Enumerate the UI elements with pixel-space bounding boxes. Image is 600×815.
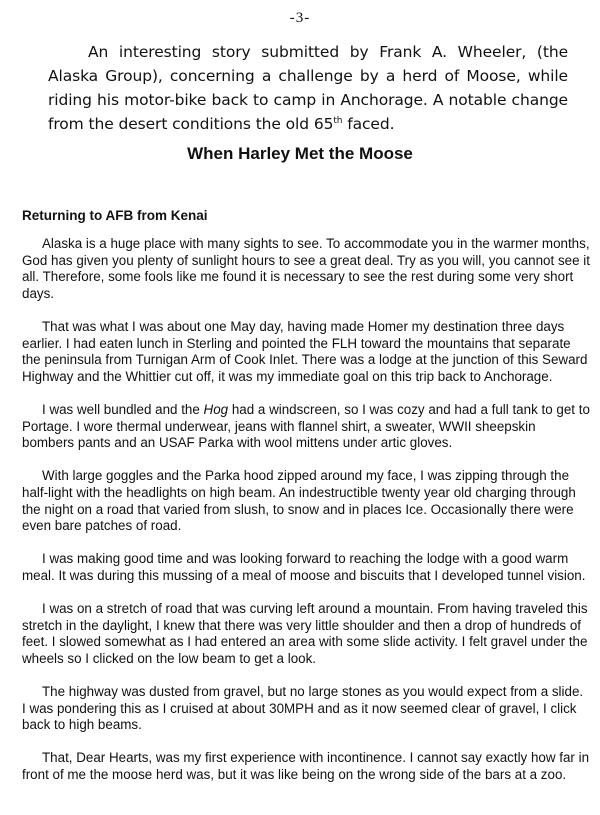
- paragraph-3-italic: Hog: [203, 401, 229, 417]
- story-body: [22, 236, 590, 784]
- story-headline: When Harley Met the Moose: [187, 144, 413, 163]
- paragraph-8: That, Dear Hearts, was my first experience with incontinence. I cannot say exactly how far in front of me the moose herd was, but it was like being on the wrong side of the bars at a zoo.: [22, 750, 590, 782]
- intro-superscript: th: [333, 115, 343, 126]
- paragraph-3-text: I was well bundled and the: [42, 401, 204, 417]
- intro-text: An interesting story submitted by Frank A. Wheeler, (the Alaska Group), concerning a challenge by a herd of Moose, while riding his motor-bike back to camp in Anchorage. A notable change from the desert conditions the old 65: [48, 43, 568, 133]
- paragraph-3: [22, 402, 590, 452]
- paragraph-5: I was making good time and was looking forward to reaching the lodge with a good warm meal. It was during this mussing of a meal of moose and biscuits that I developed tunnel vision.: [22, 551, 586, 583]
- paragraph-1: Alaska is a huge place with many sights to see. To accommodate you in the warmer months, God has given you plenty of sunlight hours to see a great deal. Try as you will, you cannot see it all. Therefore, some fools like me found it is necessary to see the rest during some very short days.: [22, 236, 590, 301]
- intro-paragraph: [48, 40, 568, 136]
- paragraph-6: I was on a stretch of road that was curving left around a mountain. From having traveled this stretch in the daylight, I knew that there was very little shoulder and then a drop of hundreds of feet. I slowed somewhat as I had entered an area with some slide activity. I felt gravel under the wheels so I clicked on the low beam to get a look.: [22, 601, 588, 666]
- paragraph-3-text-end: had a windscreen, so I was cozy and had a full tank to get to Portage. I wore thermal underwear, jeans with flannel shirt, a sweater, WWII sheepskin bombers pants and an USAF Parka with wool mittens under artic gloves.: [22, 401, 590, 451]
- section-heading: Returning to AFB from Kenai: [22, 208, 208, 223]
- paragraph-4: With large goggles and the Parka hood zipped around my face, I was zipping through the half-light with the headlights on high beam. An indestructible twenty year old charging through the night on a road that varied from slush, to snow and in places Ice. Occasionally there were even bare patches of road.: [22, 468, 576, 534]
- page-number: -3-: [289, 10, 311, 26]
- intro-text-end: faced.: [342, 115, 395, 133]
- paragraph-7: The highway was dusted from gravel, but no large stones as you would expect from a slide. I was pondering this as I cruised at about 30MPH and as it now seemed clear of gravel, I click back to high beams.: [22, 684, 584, 733]
- paragraph-2: That was what I was about one May day, having made Homer my destination three days earlier. I had eaten lunch in Sterling and pointed the FLH toward the mountains that separate the peninsula from Turnigan Arm of Cook Inlet. There was a lodge at the junction of this Seward Highway and the Whittier cut off, it was my immediate goal on this trip back to Anchorage.: [22, 318, 588, 384]
